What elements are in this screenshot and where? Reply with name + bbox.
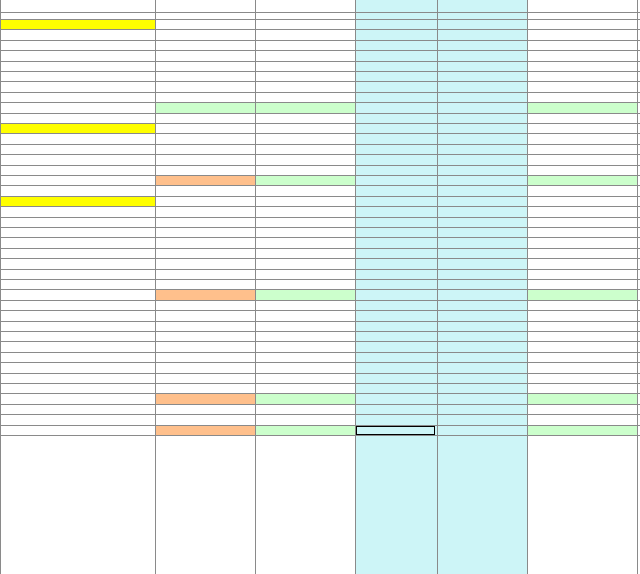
consolidated-value[interactable] [527,133,637,144]
grid-column-line [355,0,356,574]
consolidated-value[interactable] [527,164,637,175]
grid-row-line [0,310,640,311]
parent-value[interactable] [155,424,255,435]
parent-value[interactable] [155,372,255,383]
consolidated-value[interactable] [527,71,637,82]
grid-row-line [0,144,640,145]
subsidiary-value[interactable] [255,50,355,61]
subsidiary-value[interactable] [255,206,355,217]
parent-value[interactable] [155,351,255,362]
grid-row-line [0,113,640,114]
consolidated-value[interactable] [527,331,637,342]
consolidated-value[interactable] [527,81,637,92]
grid-row-line [0,227,640,228]
subsidiary-value[interactable] [255,320,355,331]
parent-value[interactable] [155,268,255,279]
consolidated-value[interactable] [527,102,637,113]
subsidiary-value[interactable] [255,227,355,238]
grid-row-line [0,269,640,270]
row-label[interactable] [0,320,153,331]
subsidiary-value[interactable] [255,81,355,92]
consolidated-value[interactable] [527,362,637,373]
grid-row-line [0,29,640,30]
subsidiary-value[interactable] [255,102,355,113]
parent-value[interactable] [155,362,255,373]
grid-row-line [0,414,640,415]
grid-row-line [0,92,640,93]
grid-row-line [0,321,640,322]
grid-row-line [0,154,640,155]
subsidiary-value[interactable] [255,362,355,373]
consolidated-value[interactable] [527,258,637,269]
row-label[interactable] [0,403,153,414]
row-label[interactable] [0,71,153,82]
adjustment-value[interactable] [355,424,437,435]
consolidated-value[interactable] [527,320,637,331]
row-label[interactable] [0,39,153,50]
grid-column-line [155,0,156,574]
row-label[interactable] [0,50,153,61]
grid-row-line [0,217,640,218]
row-label[interactable] [0,216,153,227]
row-label[interactable] [0,206,153,217]
parent-value[interactable] [155,247,255,258]
consolidated-value[interactable] [527,154,637,165]
subsidiary-value[interactable] [255,29,355,40]
adjustment-value[interactable] [355,91,437,102]
consolidated-value[interactable] [527,60,637,71]
parent-value[interactable] [155,154,255,165]
parent-value[interactable] [155,320,255,331]
row-label[interactable] [0,164,153,175]
grid-row-line [0,123,640,124]
grid-row-line [0,40,640,41]
consolidated-value[interactable] [527,216,637,227]
subsidiary-value[interactable] [255,237,355,248]
row-label[interactable] [0,268,153,279]
parent-value[interactable] [155,289,255,300]
row-label[interactable] [0,383,153,394]
grid-row-line [0,435,640,436]
grid-row-line [0,206,640,207]
subsidiary-value[interactable] [255,60,355,71]
consolidated-value[interactable] [527,175,637,186]
subsidiary-value[interactable] [255,393,355,404]
subsidiary-value[interactable] [255,216,355,227]
consolidated-value[interactable] [527,206,637,217]
grid-row-line [0,393,640,394]
row-label[interactable] [0,133,153,144]
grid-row-line [0,258,640,259]
row-label[interactable] [0,81,153,92]
adjustment-value[interactable] [355,29,437,40]
adjustment-value[interactable] [355,50,437,61]
grid-row-line [0,279,640,280]
adjustment-value[interactable] [355,237,437,248]
row-label[interactable] [0,362,153,373]
parent-value[interactable] [155,237,255,248]
row-label[interactable] [0,185,153,196]
grid-row-line [0,300,640,301]
row-label[interactable] [0,29,153,40]
row-label[interactable] [0,310,153,321]
subsidiary-value[interactable] [255,372,355,383]
adjustment-value[interactable] [355,81,437,92]
grid-row-line [0,237,640,238]
section-title[interactable] [0,123,153,134]
grid-row-line [0,185,640,186]
consolidated-value[interactable] [527,341,637,352]
parent-value[interactable] [155,50,255,61]
adjustment-value[interactable] [355,247,437,258]
adjustment-value[interactable] [355,39,437,50]
grid-column-line [637,0,638,574]
consolidated-value[interactable] [527,29,637,40]
grid-row-line [0,19,640,20]
consolidated-value[interactable] [527,383,637,394]
parent-value[interactable] [155,393,255,404]
grid-row-line [0,81,640,82]
grid-row-line [0,165,640,166]
consolidated-value[interactable] [527,143,637,154]
grid-header-line [0,12,640,13]
consolidated-value[interactable] [527,39,637,50]
subsidiary-value[interactable] [255,289,355,300]
consolidated-value[interactable] [527,91,637,102]
row-label[interactable] [0,102,153,113]
consolidated-value[interactable] [527,227,637,238]
subsidiary-value[interactable] [255,154,355,165]
row-label[interactable] [0,331,153,342]
parent-value[interactable] [155,175,255,186]
subsidiary-value[interactable] [255,143,355,154]
consolidated-value[interactable] [527,50,637,61]
grid-row-line [0,352,640,353]
consolidated-value[interactable] [527,279,637,290]
row-label[interactable] [0,175,153,186]
adjustment-value[interactable] [355,383,437,394]
row-label[interactable] [0,237,153,248]
adjustment-value[interactable] [355,362,437,373]
row-label[interactable] [6,289,159,300]
subsidiary-value[interactable] [255,164,355,175]
parent-value[interactable] [155,133,255,144]
grid-row-line [0,71,640,72]
subsidiary-value[interactable] [255,351,355,362]
section-title[interactable] [0,19,153,30]
grid-column-line [0,0,1,574]
adjustment-value[interactable] [355,227,437,238]
grid-row-line [0,373,640,374]
grid-column-line [255,0,256,574]
grid-column-line [527,0,528,574]
grid-row-line [0,196,640,197]
parent-value[interactable] [155,258,255,269]
parent-value[interactable] [155,206,255,217]
consolidated-value[interactable] [527,268,637,279]
adjustment-value[interactable] [355,351,437,362]
consolidated-value[interactable] [527,237,637,248]
parent-value[interactable] [155,331,255,342]
row-label[interactable] [0,299,153,310]
adjustment-value[interactable] [355,258,437,269]
parent-value[interactable] [155,227,255,238]
parent-value[interactable] [155,216,255,227]
consolidated-value[interactable] [527,289,637,300]
row-label[interactable] [0,143,153,154]
grid-row-line [0,175,640,176]
row-label[interactable] [0,351,153,362]
row-label[interactable] [0,424,153,435]
adjustment-value[interactable] [355,164,437,175]
consolidated-value[interactable] [527,351,637,362]
subsidiary-value[interactable] [255,175,355,186]
grid-row-line [0,289,640,290]
adjustment-value[interactable] [355,143,437,154]
consolidated-value[interactable] [527,247,637,258]
subsidiary-value[interactable] [255,268,355,279]
grid-row-line [0,341,640,342]
grid-row-line [0,248,640,249]
grid-row-line [0,102,640,103]
row-label[interactable] [0,279,153,290]
row-label[interactable] [6,393,159,404]
grid-row-line [0,383,640,384]
subsidiary-value[interactable] [255,341,355,352]
grid-row-line [0,331,640,332]
row-label[interactable] [0,91,153,102]
adjustment-value[interactable] [355,331,437,342]
grid-column-line [437,0,438,574]
row-label[interactable] [0,341,153,352]
row-label[interactable] [0,60,153,71]
subsidiary-value[interactable] [255,331,355,342]
subsidiary-value[interactable] [255,424,355,435]
parent-value[interactable] [155,60,255,71]
row-label[interactable] [0,372,153,383]
consolidated-value[interactable] [527,393,637,404]
subsidiary-value[interactable] [255,71,355,82]
parent-value[interactable] [155,164,255,175]
row-label[interactable] [0,112,153,123]
grid-row-line [0,362,640,363]
adjustment-value[interactable] [355,279,437,290]
parent-value[interactable] [155,102,255,113]
grid-row-line [0,50,640,51]
row-label[interactable] [0,227,153,238]
row-label[interactable] [0,154,153,165]
consolidated-value[interactable] [527,424,637,435]
grid-row-line [0,133,640,134]
section-title[interactable] [0,195,153,206]
parent-value[interactable] [155,29,255,40]
parent-value[interactable] [155,39,255,50]
grid-row-line [0,404,640,405]
row-label[interactable] [0,414,153,425]
adjustment-value[interactable] [355,268,437,279]
grid-row-line [0,61,640,62]
adjustment-value[interactable] [355,372,437,383]
consolidated-value[interactable] [527,372,637,383]
subsidiary-value[interactable] [255,258,355,269]
grid-row-line [0,425,640,426]
row-label[interactable] [0,247,153,258]
row-label[interactable] [0,258,153,269]
